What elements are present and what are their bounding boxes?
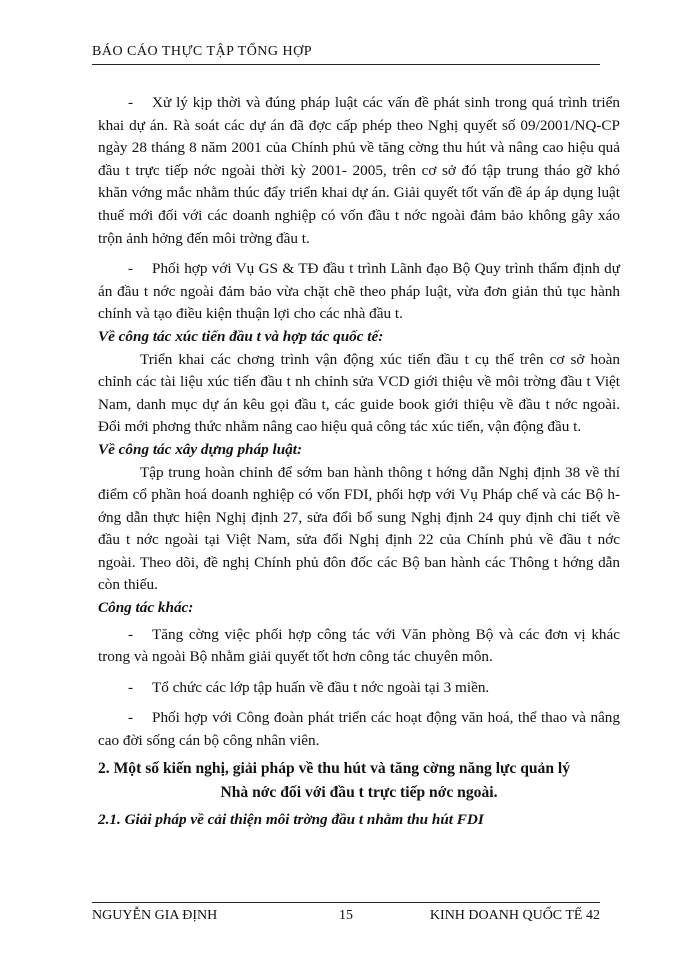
section-heading: Công tác khác: (98, 599, 194, 617)
bullet-dash: - (128, 678, 134, 696)
subsection-heading: 2.1. Giải pháp về cải thiện môi trờng đầu t nhằm thu hút FDI (98, 810, 484, 828)
bullet-dash: - (128, 94, 134, 111)
document-body (98, 88, 620, 831)
footer-author: NGUYỄN GIA ĐỊNH (92, 908, 218, 923)
page-header: BÁO CÁO THỰC TẬP TỔNG HỢP (92, 44, 313, 59)
header-divider (92, 64, 600, 65)
section-heading: Về công tác xây dựng pháp luật: (98, 440, 303, 458)
bullet-paragraph (98, 624, 620, 669)
page-number: 15 (339, 908, 353, 923)
section-heading: Về công tác xúc tiến đầu t và hợp tác quốc tế: (98, 327, 384, 345)
page-footer (92, 908, 600, 930)
paragraph-text: Phối hợp với Vụ GS & TĐ đầu t trình Lãnh đạo Bộ Quy trình thẩm định dự án đầu t nớc ngoài đảm bảo vừa chặt chẽ theo pháp luật, vừa đơn giản thủ tục hành chính và tạo điều kiện thuận lợi cho các nhà đầu t. (98, 260, 620, 323)
bullet-dash: - (128, 625, 134, 643)
bullet-paragraph (98, 707, 620, 752)
paragraph-text: Tăng cờng việc phối hợp công tác với Văn phòng Bộ và các đơn vị khác trong và ngoài Bộ nhằm giải quyết tốt hơn công tác chuyên môn. (98, 625, 620, 666)
chapter-heading-line: 2. Một số kiến nghị, giải pháp về thu hút và tăng cờng năng lực quản lý (98, 759, 571, 777)
bullet-paragraph (98, 677, 620, 700)
bullet-dash: - (128, 709, 134, 727)
bullet-paragraph (98, 258, 620, 326)
bullet-paragraph (98, 92, 620, 250)
paragraph-text: Xử lý kịp thời và đúng pháp luật các vấn đề phát sinh trong quá trình triển khai dự án. Rà soát các dự án đã đợc cấp phép theo Nghị quyết số 09/2001/NQ-CP ngày 28 tháng 8 năm 2001 của Chính phủ về tăng cờng thu hút và nâng cao hiệu quả đầu t trực tiếp nớc ngoài thời kỳ 2001- 2005, trên cơ sở đó tập trung tháo gỡ khó khăn vớng mắc nhằm thúc đẩy triển khai dự án. Giải quyết tốt vấn đề áp áp dụng luật thuế mới đối với các doanh nghiệp có vốn đầu t nớc ngoài đảm bảo không gây xáo trộn ảnh hởng đến môi trờng đầu t. (98, 94, 620, 247)
footer-course: KINH DOANH QUỐC TẾ 42 (429, 908, 600, 923)
bullet-dash: - (128, 260, 134, 278)
paragraph: Triển khai các chơng trình vận động xúc tiến đầu t cụ thể trên cơ sở hoàn chỉnh các tài liệu xúc tiến đầu t nh chỉnh sửa VCD giới thiệu về môi trờng đầu t Việt Nam, danh mục dự án kêu gọi đầu t, các guide book giới thiệu về đầu t nớc ngoài. Đổi mới phơng thức nhằm nâng cao hiệu quả công tác xúc tiến, vận động đầu t. (98, 350, 620, 436)
paragraph: Tập trung hoàn chỉnh để sớm ban hành thông t hớng dẫn Nghị định 38 về thí điểm cổ phần hoá doanh nghiệp có vốn FDI, phối hợp với Vụ Pháp chế và các Bộ hớng dẫn thực hiện Nghị định 27, sửa đổi bổ sung Nghị định 24 quy định chi tiết về đầu t nớc ngoài tại Việt Nam, sửa đổi Nghị định 22 của Chính phủ về đầu t nớc ngoài. Theo dõi, đề nghị Chính phủ đôn đốc các Bộ ban hành các Thông t hớng dẫn còn thiếu. (98, 463, 620, 594)
paragraph-text: Phối hợp với Công đoàn phát triển các hoạt động văn hoá, thể thao và nâng cao đời sống cán bộ công nhân viên. (98, 709, 620, 750)
footer-divider (92, 902, 600, 903)
paragraph-text: Tổ chức các lớp tập huấn về đầu t nớc ngoài tại 3 miền. (152, 678, 490, 696)
chapter-heading-line: Nhà nớc đối với đầu t trực tiếp nớc ngoài. (220, 783, 498, 801)
